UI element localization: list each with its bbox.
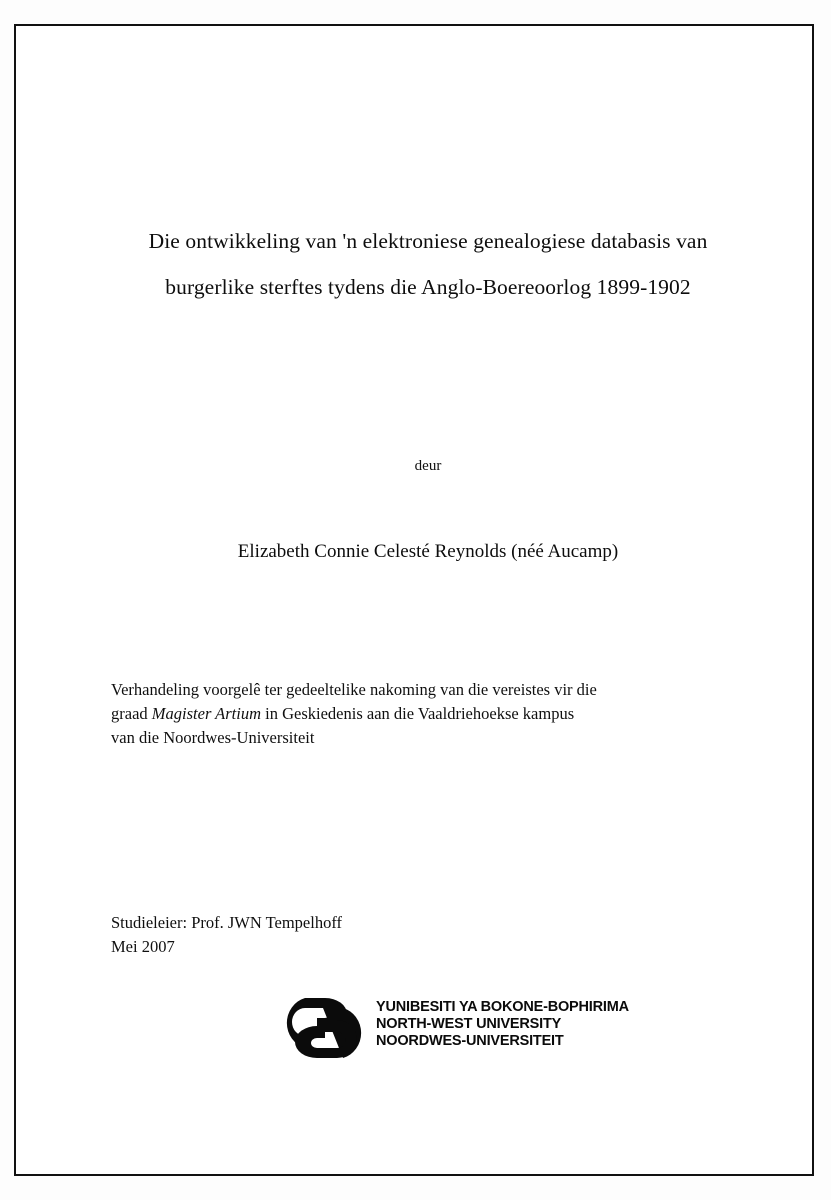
- degree-name: Magister Artium: [151, 704, 262, 723]
- supervisor-line: Studieleier: Prof. JWN Tempelhoff: [111, 913, 343, 932]
- page-title: [108, 218, 748, 310]
- degree-statement-line-2-prefix: graad: [111, 704, 152, 723]
- logo-text-line-3: NOORDWES-UNIVERSITEIT: [376, 1033, 564, 1049]
- degree-statement-line-3: van die Noordwes-Universiteit: [111, 728, 315, 747]
- logo-text-block: [376, 999, 629, 1050]
- date-line: Mei 2007: [111, 937, 175, 956]
- degree-statement-line-1: Verhandeling voorgelê ter gedeeltelike nakoming van die vereistes vir die: [111, 680, 597, 699]
- title-line-2: burgerlike sterftes tydens die Anglo-Boereoorlog 1899-1902: [165, 275, 691, 299]
- degree-statement: [111, 678, 731, 750]
- nwu-logo-icon: [275, 996, 373, 1058]
- logo-text-line-1: YUNIBESITI YA BOKONE-BOPHIRIMA: [376, 999, 629, 1015]
- byline-label: deur: [414, 458, 442, 474]
- logo-text-line-2: NORTH-WEST UNIVERSITY: [376, 1016, 562, 1032]
- title-page-content: [108, 26, 748, 1178]
- author-name: Elizabeth Connie Celesté Reynolds (néé Aucamp): [237, 541, 619, 562]
- degree-statement-line-2: [111, 702, 731, 726]
- page-border: [14, 24, 814, 1176]
- university-logo: [108, 991, 748, 1071]
- supervisor-and-date: [111, 911, 731, 959]
- title-line-1: Die ontwikkeling van 'n elektroniese genealogiese databasis van: [148, 229, 708, 253]
- degree-statement-line-2-suffix: in Geskiedenis aan die Vaaldriehoekse kampus: [261, 704, 575, 723]
